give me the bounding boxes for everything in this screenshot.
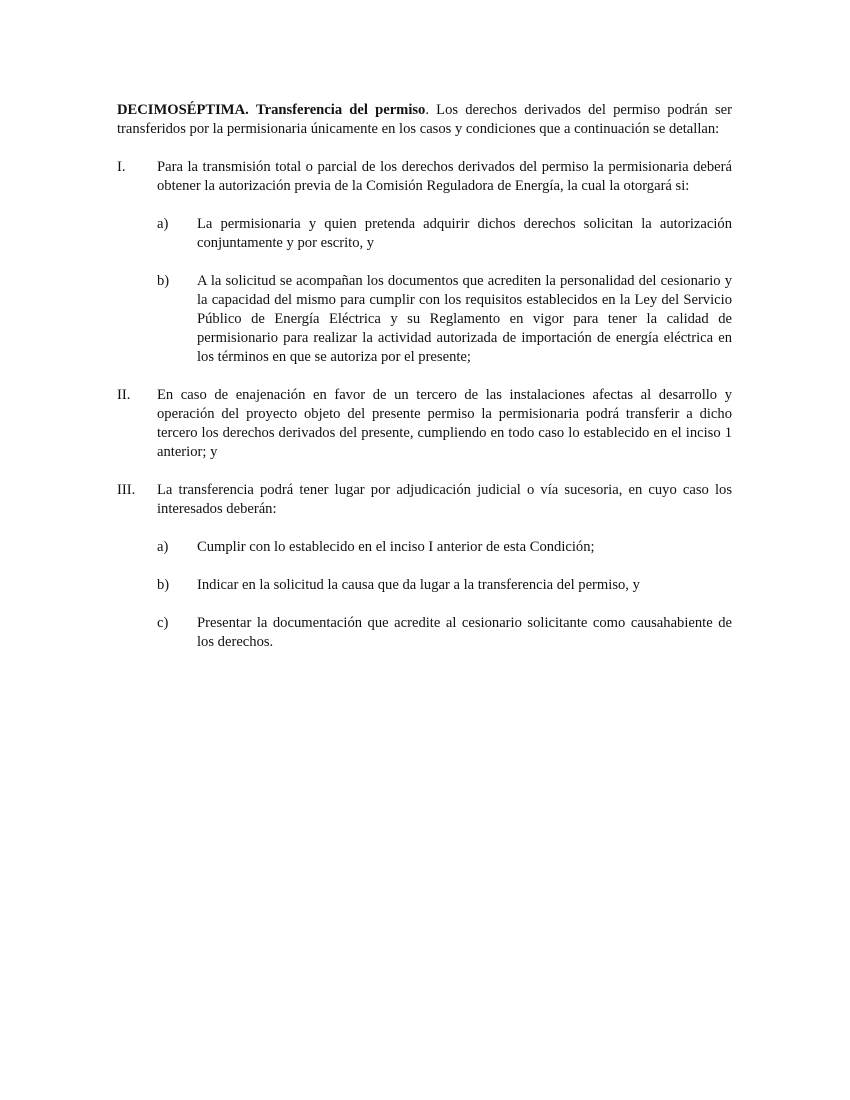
document-body <box>117 101 732 652</box>
subitem-text: Cumplir con lo establecido en el inciso I anterior de esta Condición; <box>197 539 595 555</box>
subitem-iii-b <box>157 576 732 595</box>
clause-intro-text: . Los derechos derivados del permiso podrán ser transferidos por la permisionaria únicamente en los casos y condiciones que a continuación se detallan: <box>117 102 732 137</box>
item-number: III. <box>117 482 136 498</box>
item-text: En caso de enajenación en favor de un tercero de las instalaciones afectas al desarrollo y operación del proyecto objeto del presente permiso la permisionaria podrá transferir a dicho tercero los derechos derivados del presente, cumpliendo en todo caso lo establecido en el inciso 1 anterior; y <box>157 387 732 460</box>
clause-intro <box>117 101 732 139</box>
clause-heading-number: DECIMOSÉPTIMA. <box>117 102 249 118</box>
subitem-i-a <box>157 215 732 253</box>
subitem-i-b <box>157 272 732 367</box>
item-number: II. <box>117 387 131 403</box>
subitem-label: a) <box>157 216 169 232</box>
item-text: Para la transmisión total o parcial de los derechos derivados del permiso la permisionaria deberá obtener la autorización previa de la Comisión Reguladora de Energía, la cual la otorgará si: <box>157 159 732 194</box>
subitem-text: A la solicitud se acompañan los documentos que acrediten la personalidad del cesionario y la capacidad del mismo para cumplir con los requisitos establecidos en la Ley del Servicio Público de Energía Eléctrica y su Reglamento en vigor para tener la calidad de permisionario para realizar la actividad autorizada de importación de energía eléctrica en los términos en que se autoriza por el presente; <box>197 273 732 365</box>
list-item-iii <box>117 481 732 519</box>
item-number: I. <box>117 159 126 175</box>
subitem-label: b) <box>157 273 170 289</box>
item-text: La transferencia podrá tener lugar por adjudicación judicial o vía sucesoria, en cuyo caso los interesados deberán: <box>157 482 732 517</box>
subitem-text: La permisionaria y quien pretenda adquirir dichos derechos solicitan la autorización conjuntamente y por escrito, y <box>197 216 732 251</box>
subitem-label: b) <box>157 577 170 593</box>
subitem-iii-a <box>157 538 732 557</box>
list-item-ii <box>117 386 732 462</box>
subitem-iii-c <box>157 614 732 652</box>
subitem-label: a) <box>157 539 169 555</box>
subitem-label: c) <box>157 615 169 631</box>
subitem-text: Indicar en la solicitud la causa que da lugar a la transferencia del permiso, y <box>197 577 640 593</box>
clause-heading-title: Transferencia del permiso <box>255 102 426 118</box>
subitem-text: Presentar la documentación que acredite al cesionario solicitante como causahabiente de los derechos. <box>197 615 732 650</box>
list-item-i <box>117 158 732 196</box>
